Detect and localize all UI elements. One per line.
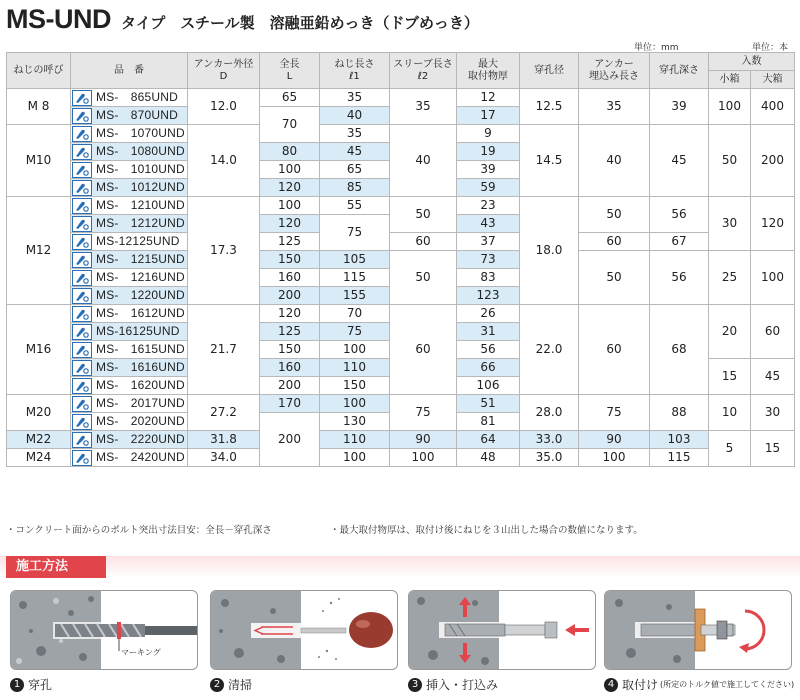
sleeve-cell: 50 (390, 251, 457, 305)
anchor-d-cell: 34.0 (188, 449, 260, 467)
depth-cell: 56 (650, 197, 709, 233)
max-thickness-cell: 56 (457, 341, 520, 359)
depth-cell: 103 (650, 431, 709, 449)
header-anchor-d: アンカー外径 D (188, 53, 260, 89)
header-max-thickness: 最大 取付物厚 (457, 53, 520, 89)
drill-d-cell: 33.0 (520, 431, 579, 449)
embed-cell: 60 (579, 233, 650, 251)
length-cell: 120 (260, 305, 320, 323)
product-cell: MS- 2017UND (71, 395, 188, 413)
embed-cell: 90 (579, 431, 650, 449)
qty-large-cell: 100 (751, 251, 795, 305)
product-cell: MS- 1216UND (71, 269, 188, 287)
anchor-d-cell: 21.7 (188, 305, 260, 395)
sleeve-cell: 60 (390, 305, 457, 395)
qty-large-cell: 45 (751, 359, 795, 395)
header-size: ねじの呼び (7, 53, 71, 89)
embed-cell: 60 (579, 305, 650, 395)
max-thickness-cell: 37 (457, 233, 520, 251)
length-cell: 120 (260, 215, 320, 233)
product-cell: MS-16125UND (71, 323, 188, 341)
product-cell: MS- 1210UND (71, 197, 188, 215)
table-row (7, 89, 795, 107)
depth-cell: 45 (650, 125, 709, 197)
product-cell: MS- 1070UND (71, 125, 188, 143)
anchor-icon (72, 144, 92, 160)
thread-cell: 100 (320, 395, 390, 413)
thread-cell: 35 (320, 125, 390, 143)
step-fastening-figure (604, 590, 792, 670)
anchor-d-cell: 14.0 (188, 125, 260, 197)
marker-label: マーキング (121, 648, 161, 657)
header-drill-depth: 穿孔深さ (650, 53, 709, 89)
table-row (7, 251, 795, 269)
qty-small-cell: 5 (709, 431, 751, 467)
max-thickness-cell: 83 (457, 269, 520, 287)
anchor-icon (72, 450, 92, 466)
header-large-box: 大箱 (751, 71, 795, 89)
qty-small-cell: 50 (709, 125, 751, 197)
product-cell: MS- 1620UND (71, 377, 188, 395)
product-cell: MS- 1220UND (71, 287, 188, 305)
title-main: MS-UND (6, 4, 111, 34)
embed-cell: 50 (579, 251, 650, 305)
step-note: (所定のトルク値で施工してください) (660, 680, 795, 689)
anchor-icon (72, 252, 92, 268)
thread-cell: 40 (320, 107, 390, 125)
note-protrusion: ・コンクリート面からのボルト突出寸法目安：全長－穿孔深さ (6, 525, 272, 536)
thread-cell: 65 (320, 161, 390, 179)
table-row (7, 125, 795, 143)
max-thickness-cell: 12 (457, 89, 520, 107)
thread-cell: 150 (320, 377, 390, 395)
drill-d-cell: 35.0 (520, 449, 579, 467)
header-small-box: 小箱 (709, 71, 751, 89)
unit-mm: 単位：mm (634, 43, 679, 53)
section-header (0, 556, 800, 578)
product-cell: MS- 1010UND (71, 161, 188, 179)
anchor-icon (72, 306, 92, 322)
anchor-d-cell: 27.2 (188, 395, 260, 431)
product-cell: MS- 1616UND (71, 359, 188, 377)
product-cell: MS- 1612UND (71, 305, 188, 323)
product-cell: MS- 1212UND (71, 215, 188, 233)
step-2-caption (210, 676, 252, 693)
drill-d-cell: 12.5 (520, 89, 579, 125)
anchor-icon (72, 90, 92, 106)
max-thickness-cell: 81 (457, 413, 520, 431)
anchor-d-cell: 12.0 (188, 89, 260, 125)
table-row (7, 197, 795, 215)
thread-cell: 70 (320, 305, 390, 323)
step-number: 4 (604, 678, 618, 692)
page-title (6, 4, 479, 35)
length-cell: 125 (260, 323, 320, 341)
spec-table (6, 52, 795, 467)
drill-d-cell: 14.5 (520, 125, 579, 197)
anchor-icon (72, 180, 92, 196)
size-cell: M20 (7, 395, 71, 431)
size-cell: M 8 (7, 89, 71, 125)
anchor-icon (72, 414, 92, 430)
max-thickness-cell: 19 (457, 143, 520, 161)
max-thickness-cell: 66 (457, 359, 520, 377)
depth-cell: 67 (650, 233, 709, 251)
max-thickness-cell: 31 (457, 323, 520, 341)
section-title: 施工方法 (6, 556, 106, 578)
drill-d-cell: 28.0 (520, 395, 579, 431)
thread-cell: 100 (320, 449, 390, 467)
anchor-icon (72, 234, 92, 250)
step-drilling-figure (10, 590, 198, 670)
anchor-d-cell: 31.8 (188, 431, 260, 449)
thread-cell: 105 (320, 251, 390, 269)
length-cell: 125 (260, 233, 320, 251)
length-cell: 150 (260, 341, 320, 359)
header-length: 全長 L (260, 53, 320, 89)
length-cell: 200 (260, 413, 320, 467)
anchor-icon (72, 396, 92, 412)
length-cell: 100 (260, 197, 320, 215)
step-label: 清掃 (228, 678, 253, 692)
table-row (7, 233, 795, 251)
embed-cell: 40 (579, 125, 650, 197)
qty-small-cell: 15 (709, 359, 751, 395)
header-embed-length: アンカー 埋込み長さ (579, 53, 650, 89)
qty-large-cell: 15 (751, 431, 795, 467)
table-row (7, 431, 795, 449)
product-cell: MS- 2420UND (71, 449, 188, 467)
max-thickness-cell: 48 (457, 449, 520, 467)
sleeve-cell: 75 (390, 395, 457, 431)
header-quantity: 入数 (709, 53, 795, 71)
sleeve-cell: 50 (390, 197, 457, 233)
thread-cell: 100 (320, 341, 390, 359)
anchor-icon (72, 360, 92, 376)
thread-cell: 110 (320, 431, 390, 449)
max-thickness-cell: 64 (457, 431, 520, 449)
drill-d-cell: 22.0 (520, 305, 579, 395)
product-cell: MS-12125UND (71, 233, 188, 251)
anchor-d-cell: 17.3 (188, 197, 260, 305)
depth-cell: 39 (650, 89, 709, 125)
thread-cell: 35 (320, 89, 390, 107)
max-thickness-cell: 51 (457, 395, 520, 413)
drill-d-cell: 18.0 (520, 197, 579, 305)
qty-large-cell: 60 (751, 305, 795, 359)
product-cell: MS- 865UND (71, 89, 188, 107)
depth-cell: 88 (650, 395, 709, 431)
anchor-icon (72, 378, 92, 394)
anchor-icon (72, 288, 92, 304)
thread-cell: 85 (320, 179, 390, 197)
product-cell: MS- 2220UND (71, 431, 188, 449)
table-row (7, 305, 795, 323)
qty-small-cell: 25 (709, 251, 751, 305)
anchor-icon (72, 162, 92, 178)
anchor-icon (72, 270, 92, 286)
step-number: 3 (408, 678, 422, 692)
length-cell: 200 (260, 287, 320, 305)
qty-large-cell: 120 (751, 197, 795, 251)
length-cell: 160 (260, 359, 320, 377)
depth-cell: 56 (650, 251, 709, 305)
step-label: 穿孔 (28, 678, 53, 692)
size-cell: M22 (7, 431, 71, 449)
anchor-icon (72, 324, 92, 340)
anchor-icon (72, 432, 92, 448)
embed-cell: 35 (579, 89, 650, 125)
step-label: 取付け (622, 678, 659, 692)
depth-cell: 115 (650, 449, 709, 467)
sleeve-cell: 60 (390, 233, 457, 251)
length-cell: 70 (260, 107, 320, 143)
header-thread: ねじ長さ ℓ1 (320, 53, 390, 89)
size-cell: M12 (7, 197, 71, 305)
length-cell: 150 (260, 251, 320, 269)
title-subtitle: タイプ スチール製 溶融亜鉛めっき（ドブめっき） (121, 14, 479, 32)
qty-small-cell: 20 (709, 305, 751, 359)
step-1-caption (10, 676, 52, 693)
qty-large-cell: 30 (751, 395, 795, 431)
size-cell: M24 (7, 449, 71, 467)
max-thickness-cell: 9 (457, 125, 520, 143)
thread-cell: 130 (320, 413, 390, 431)
sleeve-cell: 40 (390, 125, 457, 197)
qty-small-cell: 30 (709, 197, 751, 251)
header-product: 品 番 (71, 53, 188, 89)
length-cell: 120 (260, 179, 320, 197)
max-thickness-cell: 59 (457, 179, 520, 197)
embed-cell: 75 (579, 395, 650, 431)
anchor-icon (72, 126, 92, 142)
max-thickness-cell: 73 (457, 251, 520, 269)
thread-cell: 155 (320, 287, 390, 305)
thread-cell: 110 (320, 359, 390, 377)
product-cell: MS- 870UND (71, 107, 188, 125)
sleeve-cell: 100 (390, 449, 457, 467)
qty-small-cell: 100 (709, 89, 751, 125)
anchor-icon (72, 216, 92, 232)
length-cell: 170 (260, 395, 320, 413)
qty-large-cell: 400 (751, 89, 795, 125)
sleeve-cell: 35 (390, 89, 457, 125)
step-3-caption (408, 676, 498, 693)
unit-pieces: 単位：本 (752, 43, 789, 53)
table-row (7, 395, 795, 413)
product-cell: MS- 1080UND (71, 143, 188, 161)
max-thickness-cell: 39 (457, 161, 520, 179)
step-label: 挿入・打込み (426, 678, 499, 692)
thread-cell: 115 (320, 269, 390, 287)
header-drill-diameter: 穿孔径 (520, 53, 579, 89)
max-thickness-cell: 106 (457, 377, 520, 395)
qty-small-cell: 10 (709, 395, 751, 431)
product-cell: MS- 2020UND (71, 413, 188, 431)
length-cell: 200 (260, 377, 320, 395)
step-4-caption (604, 676, 794, 693)
max-thickness-cell: 123 (457, 287, 520, 305)
product-cell: MS- 1615UND (71, 341, 188, 359)
product-cell: MS- 1215UND (71, 251, 188, 269)
thread-cell: 55 (320, 197, 390, 215)
anchor-icon (72, 198, 92, 214)
product-cell: MS- 1012UND (71, 179, 188, 197)
max-thickness-cell: 43 (457, 215, 520, 233)
max-thickness-cell: 17 (457, 107, 520, 125)
thread-cell: 75 (320, 323, 390, 341)
size-cell: M10 (7, 125, 71, 197)
length-cell: 80 (260, 143, 320, 161)
length-cell: 65 (260, 89, 320, 107)
table-row (7, 449, 795, 467)
size-cell: M16 (7, 305, 71, 395)
embed-cell: 100 (579, 449, 650, 467)
thread-cell: 75 (320, 215, 390, 251)
max-thickness-cell: 23 (457, 197, 520, 215)
note-max-thickness: ・最大取付物厚は、取付け後にねじを３山出した場合の数値になります。 (330, 525, 643, 536)
step-insert-figure (408, 590, 596, 670)
length-cell: 160 (260, 269, 320, 287)
step-cleaning-figure (210, 590, 398, 670)
anchor-icon (72, 108, 92, 124)
anchor-icon (72, 342, 92, 358)
step-number: 2 (210, 678, 224, 692)
header-sleeve: スリーブ長さ ℓ2 (390, 53, 457, 89)
max-thickness-cell: 26 (457, 305, 520, 323)
step-number: 1 (10, 678, 24, 692)
length-cell: 100 (260, 161, 320, 179)
embed-cell: 50 (579, 197, 650, 233)
sleeve-cell: 90 (390, 431, 457, 449)
qty-large-cell: 200 (751, 125, 795, 197)
depth-cell: 68 (650, 305, 709, 395)
thread-cell: 45 (320, 143, 390, 161)
